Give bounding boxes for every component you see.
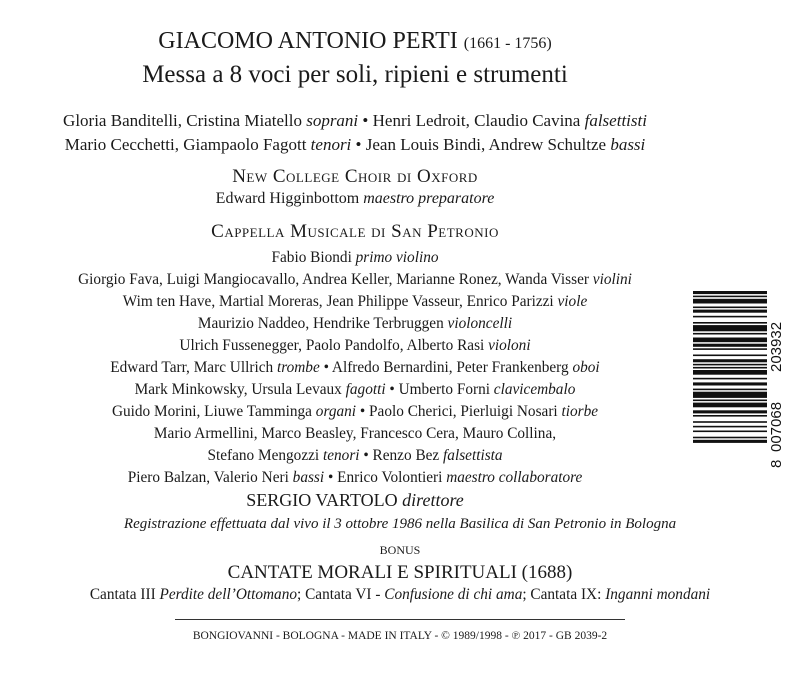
barcode-bar (693, 431, 767, 433)
barcode-bar (693, 322, 767, 324)
barcode-bar (693, 364, 767, 366)
barcode-bar (693, 338, 767, 343)
role-label: soprani (306, 111, 359, 130)
names-text: ; Cantata VI - (297, 586, 385, 603)
role-label: primo violino (355, 249, 439, 266)
orchestra-line (0, 359, 710, 377)
barcode-bar (693, 367, 767, 369)
names-text: Cantata III (89, 586, 160, 603)
names-text: Mark Minkowsky, Ursula Levaux (134, 381, 346, 398)
soloists-line-2 (0, 135, 710, 155)
role-label: bassi (292, 469, 325, 486)
names-text: Maurizio Naddeo, Hendrike Terbruggen (197, 315, 448, 332)
role-label: fagotti (345, 381, 386, 398)
orchestra-line (0, 315, 710, 333)
role-label: falsettista (443, 447, 503, 464)
names-text: Piero Balzan, Valerio Neri (127, 469, 293, 486)
barcode-bar (693, 296, 767, 298)
role-label: trombe (276, 359, 320, 376)
names-text: • Jean Louis Bindi, Andrew Schultze (351, 135, 611, 154)
bonus-cantatas (0, 586, 800, 604)
names-text: Giorgio Fava, Luigi Mangiocavallo, Andrea Keller, Marianne Ronez, Wanda Visser (78, 271, 593, 288)
footer-divider (175, 619, 625, 620)
names-text: Guido Morini, Liuwe Tamminga (111, 403, 316, 420)
barcode-bar (693, 344, 767, 347)
composer-heading (0, 28, 710, 55)
names-text: Mario Armellini, Marco Beasley, Francesco Cera, Mauro Collina, (153, 425, 557, 442)
names-text: Gloria Banditelli, Cristina Miatello (63, 111, 307, 130)
composer-name: GIACOMO ANTONIO PERTI (158, 28, 458, 54)
orchestra-line (0, 337, 710, 355)
publisher-footer: BONGIOVANNI - BOLOGNA - MADE IN ITALY - © 1989/1998 - ℗ 2017 - GB 2039-2 (192, 630, 608, 642)
role-label: oboi (572, 359, 600, 376)
orchestra-line (0, 403, 710, 421)
role-label: violini (592, 271, 632, 288)
barcode-group-2: 203932 (768, 321, 785, 372)
barcode-bar (693, 355, 767, 357)
barcode-group-1: 007068 (768, 401, 785, 452)
soloists-line-1 (0, 111, 710, 131)
choir-director (0, 190, 710, 208)
barcode-bar (693, 426, 767, 428)
names-text: • Alfredo Bernardini, Peter Frankenberg (319, 359, 573, 376)
choir-name: New College Choir di Oxford (232, 166, 478, 187)
role-label: maestro preparatore (363, 190, 495, 207)
barcode-bar (693, 389, 767, 391)
role-label: Inganni mondani (605, 586, 711, 603)
barcode-bar (693, 310, 767, 313)
role-label: tiorbe (561, 403, 599, 420)
barcode-bar (693, 348, 767, 350)
role-label: violoni (488, 337, 531, 354)
barcode-bar (693, 378, 767, 380)
names-text: Ulrich Fussenegger, Paolo Pandolfo, Alberto Rasi (179, 337, 489, 354)
names-text: • Henri Ledroit, Claudio Cavina (358, 111, 585, 130)
barcode-bar (693, 437, 767, 439)
barcode-bar (693, 291, 767, 294)
names-text: Stefano Mengozzi (207, 447, 323, 464)
role-label: falsettisti (584, 111, 647, 130)
names-text: • Enrico Volontieri (324, 469, 447, 486)
names-text: Fabio Biondi (271, 249, 356, 266)
names-text: • Umberto Forni (385, 381, 494, 398)
names-text: Edward Higginbottom (215, 190, 364, 207)
names-text: SERGIO VARTOLO (246, 490, 403, 510)
role-label: violoncelli (447, 315, 513, 332)
barcode-bar (693, 440, 767, 443)
barcode-lead-digit: 8 (768, 459, 785, 468)
role-label: viole (557, 293, 588, 310)
bonus-title: CANTATE MORALI E SPIRITUALI (1688) (227, 562, 573, 583)
recording-note: Registrazione effettuata dal vivo il 3 ottobre 1986 nella Basilica di San Petronio in Bologna (123, 516, 677, 532)
bonus-label: BONUS (379, 543, 421, 557)
barcode-bar (693, 316, 767, 318)
names-text: • Renzo Bez (359, 447, 444, 464)
orchestra-line (0, 381, 710, 399)
orchestra-name: Cappella Musicale di San Petronio (211, 221, 499, 242)
role-label: organi (315, 403, 357, 420)
role-label: direttore (402, 490, 464, 510)
names-text: Edward Tarr, Marc Ullrich (110, 359, 277, 376)
barcode-graphic (693, 288, 785, 468)
composer-years: (1661 - 1756) (463, 35, 552, 52)
role-label: bassi (610, 135, 646, 154)
orchestra-line (0, 271, 710, 289)
barcode-bar (693, 325, 767, 331)
names-text: Mario Cecchetti, Giampaolo Fagott (64, 135, 311, 154)
barcode-bar (693, 403, 767, 408)
orchestra-line (0, 447, 710, 465)
barcode-bar (693, 333, 767, 335)
barcode-bars (693, 291, 767, 443)
orchestra-line (0, 293, 710, 311)
role-label: Perdite dell’Ottomano (159, 586, 298, 603)
role-label: Confusione di chi ama (384, 586, 523, 603)
orchestra-line (0, 469, 710, 487)
barcode-bar (693, 392, 767, 398)
barcode-bar (693, 382, 767, 385)
barcode-bar (693, 299, 767, 304)
names-text: Wim ten Have, Martial Moreras, Jean Philippe Vasseur, Enrico Parizzi (122, 293, 558, 310)
barcode-bar (693, 307, 767, 309)
role-label: tenori (310, 135, 352, 154)
role-label: maestro collaboratore (446, 469, 583, 486)
role-label: clavicembalo (493, 381, 576, 398)
orchestra-line (0, 425, 710, 443)
barcode-bar (693, 421, 767, 423)
names-text: • Paolo Cherici, Pierluigi Nosari (356, 403, 562, 420)
work-title: Messa a 8 voci per soli, ripieni e strumenti (142, 61, 568, 88)
orchestra-line (0, 249, 710, 267)
barcode-bar (693, 415, 767, 417)
barcode-bar (693, 359, 767, 362)
barcode (693, 288, 785, 468)
barcode-bar (693, 400, 767, 402)
conductor-credit (0, 490, 710, 511)
barcode-bar (693, 370, 767, 375)
barcode-bar (693, 410, 767, 413)
names-text: ; Cantata IX: (522, 586, 606, 603)
role-label: tenori (322, 447, 360, 464)
